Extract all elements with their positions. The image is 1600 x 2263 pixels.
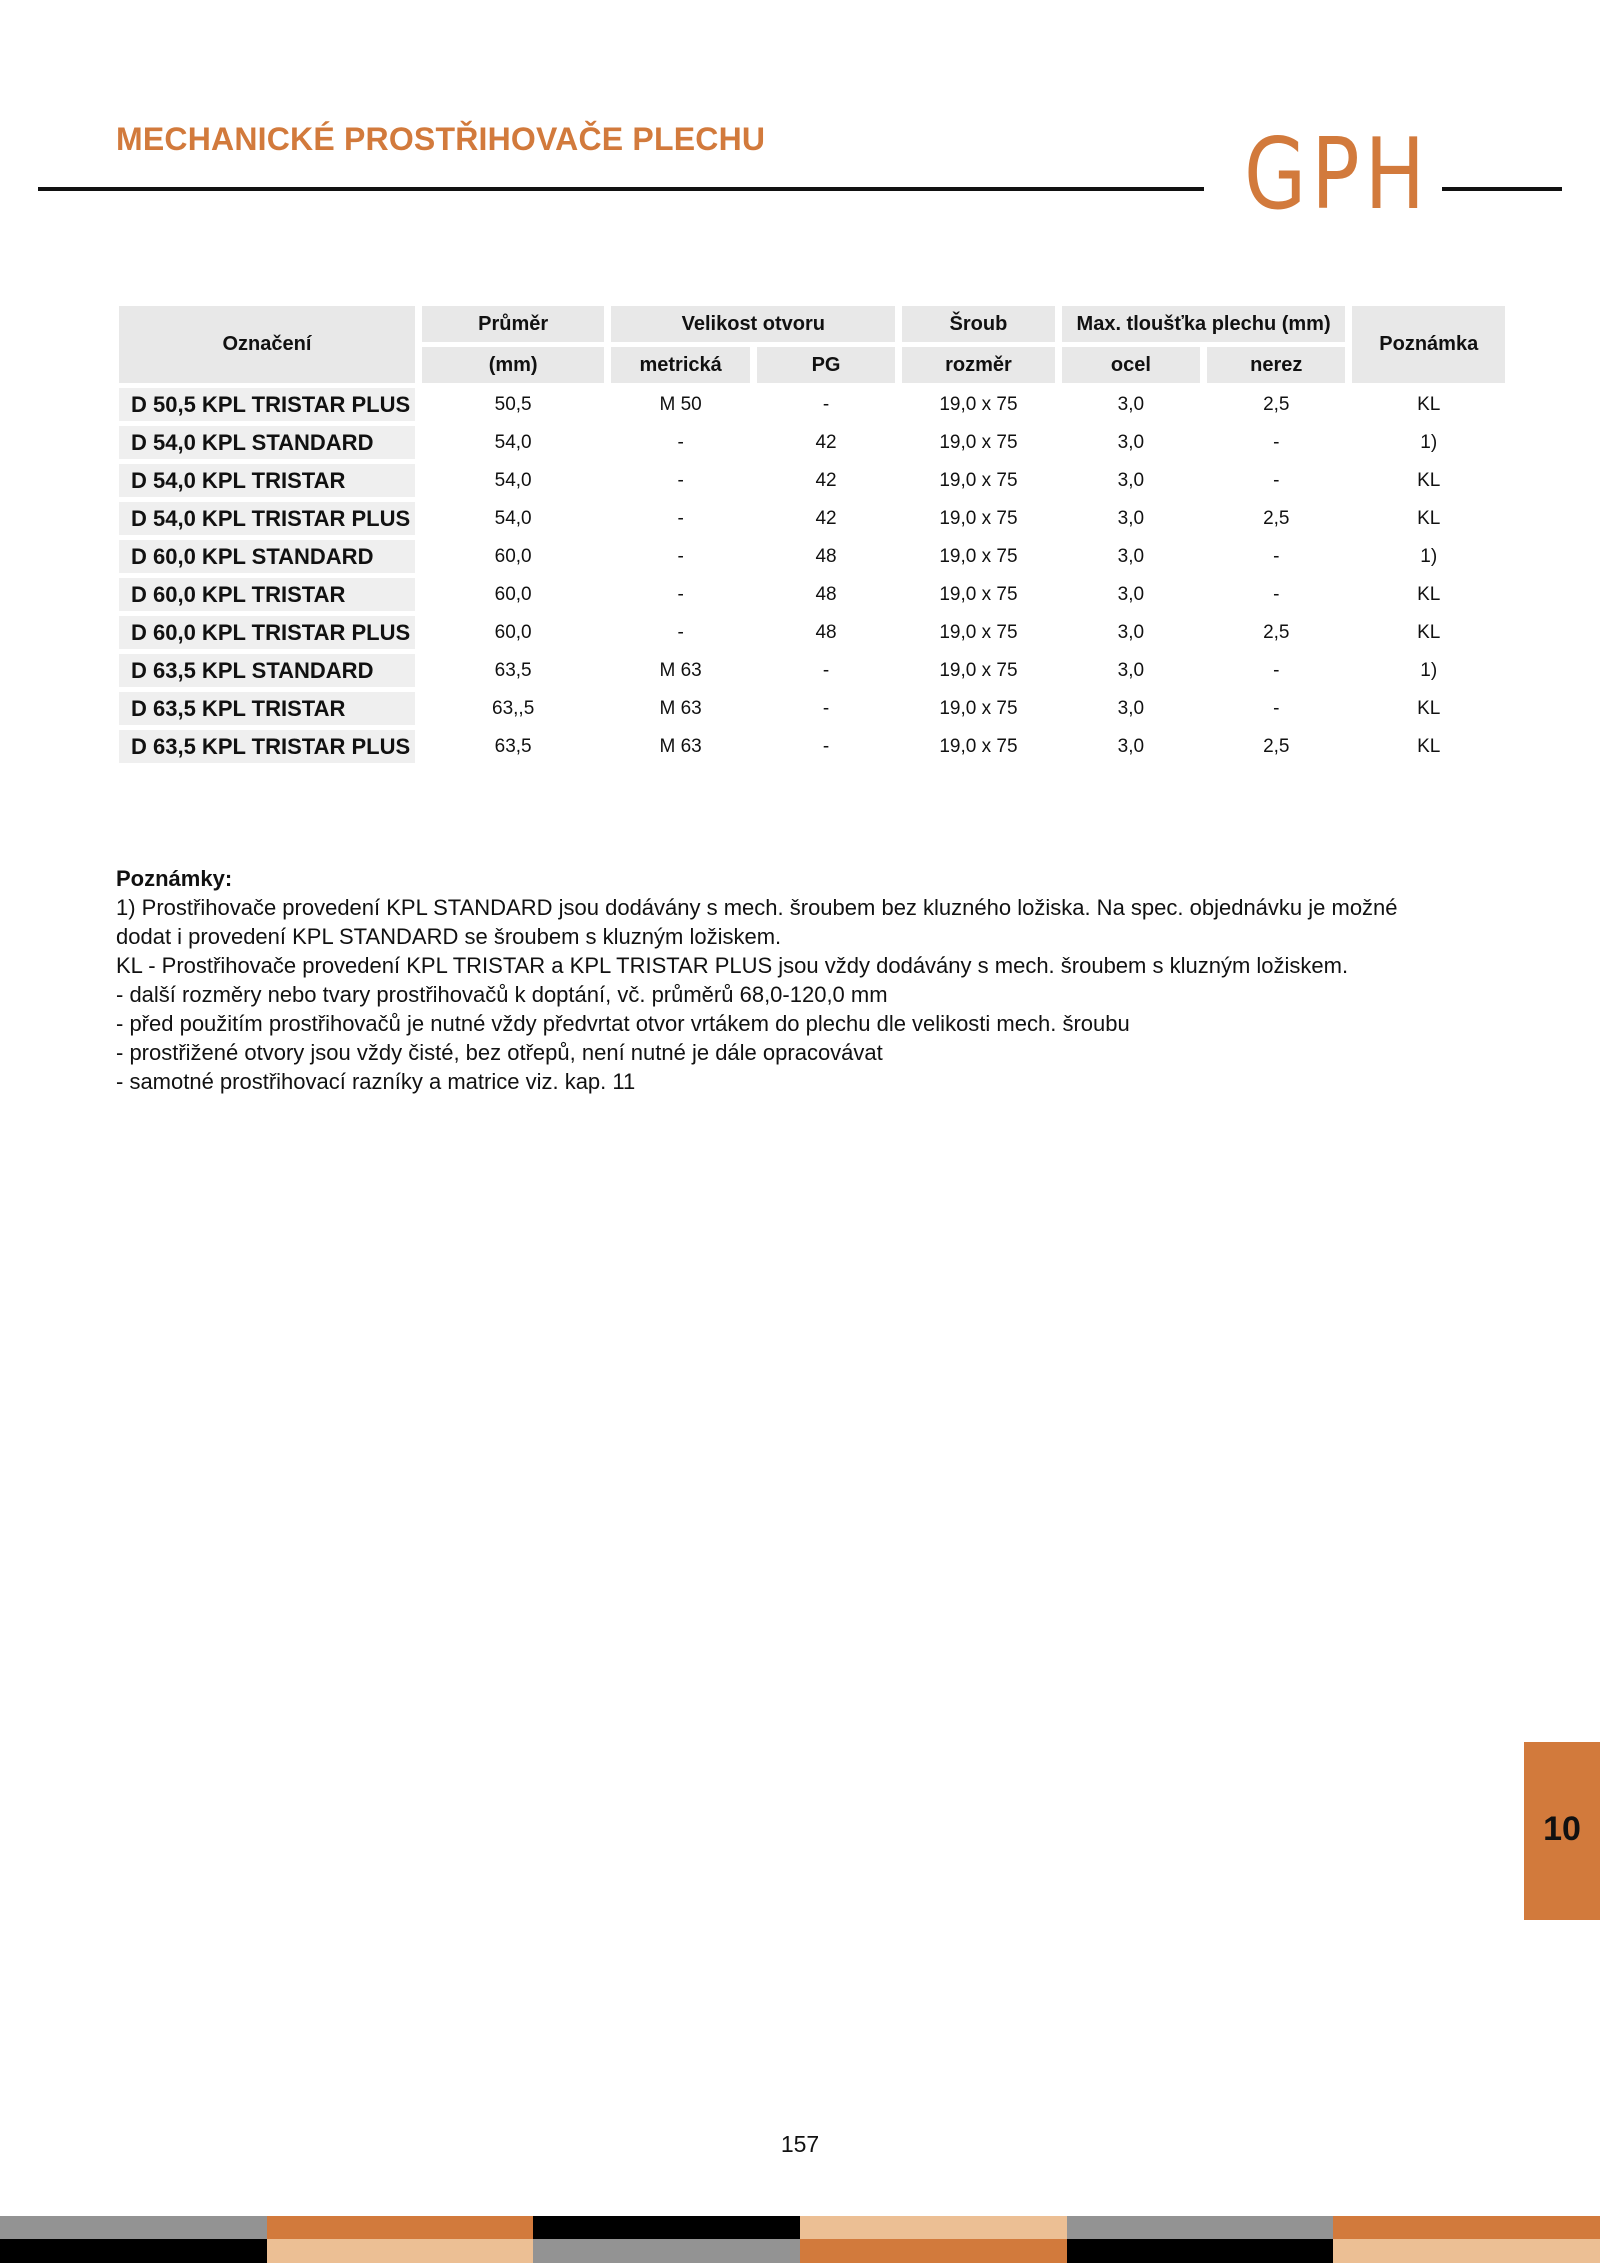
- note-line: - samotné prostřihovací razníky a matrice viz. kap. 11: [116, 1069, 636, 1094]
- footer-stripe-segment: [1067, 2216, 1334, 2240]
- table-cell: 50,5: [494, 393, 532, 415]
- table-cell: 19,0 x 75: [939, 507, 1018, 529]
- table-cell: 1): [1420, 431, 1438, 453]
- table-cell: 1): [1420, 545, 1438, 567]
- table-cell: 54,0: [494, 507, 532, 529]
- product-name-cell: D 60,0 KPL STANDARD: [119, 540, 415, 573]
- table-cell: 48: [815, 545, 837, 567]
- table-cell: M 63: [659, 697, 702, 719]
- header-max-tloustka: Max. tloušťka plechu (mm): [1062, 306, 1346, 342]
- footer-stripe-segment: [800, 2239, 1067, 2263]
- table-cell: 63,5: [494, 735, 532, 757]
- table-cell: -: [822, 697, 830, 719]
- table-cell: 3,0: [1117, 735, 1145, 757]
- table-cell: M 63: [659, 659, 702, 681]
- table-cell: 19,0 x 75: [939, 545, 1018, 567]
- header-poznamka: Poznámka: [1352, 306, 1505, 383]
- note-line: - před použitím prostřihovačů je nutné vždy předvrtat otvor vrtákem do plechu dle velikosti mech. šroubu: [116, 1011, 1130, 1036]
- table-cell: KL: [1417, 697, 1441, 719]
- table-cell: 54,0: [494, 431, 532, 453]
- table-cell: 1): [1420, 659, 1438, 681]
- table-row: [119, 692, 1505, 725]
- table-cell: 42: [815, 507, 837, 529]
- table-cell: 19,0 x 75: [939, 697, 1018, 719]
- product-name-cell: D 60,0 KPL TRISTAR: [119, 578, 415, 611]
- table-cell: 2,5: [1263, 393, 1290, 415]
- table-cell: -: [1273, 583, 1280, 605]
- product-name-cell: D 50,5 KPL TRISTAR PLUS: [119, 388, 415, 421]
- table-cell: -: [677, 431, 684, 453]
- table-cell: 63,,5: [492, 697, 535, 719]
- table-cell: 3,0: [1117, 393, 1145, 415]
- table-cell: 19,0 x 75: [939, 393, 1018, 415]
- table-row: [119, 578, 1505, 611]
- footer-stripe-segment: [0, 2216, 267, 2240]
- table-cell: -: [1273, 469, 1280, 491]
- table-cell: -: [677, 469, 684, 491]
- table-row: [119, 502, 1505, 535]
- note-line: 1) Prostřihovače provedení KPL STANDARD jsou dodávány s mech. šroubem bez kluzného ložiska. Na spec. objednávku je možné: [116, 895, 1398, 920]
- table-cell: 3,0: [1117, 545, 1145, 567]
- table-row: [119, 540, 1505, 573]
- product-name-cell: D 54,0 KPL TRISTAR: [119, 464, 415, 497]
- table-cell: KL: [1417, 621, 1441, 643]
- gph-logo: GPH: [1244, 118, 1430, 232]
- page-number: 157: [780, 2131, 820, 2157]
- table-cell: 3,0: [1117, 583, 1145, 605]
- footer-stripe-segment: [0, 2239, 267, 2263]
- table-cell: 19,0 x 75: [939, 469, 1018, 491]
- footer-stripe-segment: [267, 2216, 534, 2240]
- table-cell: -: [677, 507, 684, 529]
- product-name-cell: D 63,5 KPL TRISTAR: [119, 692, 415, 725]
- table-cell: KL: [1417, 393, 1441, 415]
- table-cell: M 63: [659, 735, 702, 757]
- chapter-number: 10: [1543, 1810, 1581, 1848]
- table-cell: -: [677, 545, 684, 567]
- table-row: [119, 616, 1505, 649]
- footer-stripe-segment: [267, 2239, 534, 2263]
- notes-heading: Poznámky:: [116, 866, 233, 891]
- header-ocel: ocel: [1062, 347, 1200, 383]
- footer-stripe-segment: [800, 2216, 1067, 2240]
- table-cell: 60,0: [494, 583, 532, 605]
- header-rule-right: [1442, 187, 1562, 191]
- header-rozmer: rozměr: [902, 347, 1054, 383]
- table-row: [119, 388, 1505, 421]
- table-row: [119, 654, 1505, 687]
- header-rule-left: [38, 187, 1204, 191]
- table-cell: 19,0 x 75: [939, 583, 1018, 605]
- product-name-cell: D 63,5 KPL TRISTAR PLUS: [119, 730, 415, 763]
- product-name-cell: D 63,5 KPL STANDARD: [119, 654, 415, 687]
- note-line: - další rozměry nebo tvary prostřihovačů k doptání, vč. průměrů 68,0-120,0 mm: [116, 982, 888, 1007]
- table-row: [119, 426, 1505, 459]
- header-prumer: Průměr: [422, 306, 605, 342]
- table-cell: -: [1273, 545, 1280, 567]
- header-oznaceni: Označení: [119, 306, 415, 383]
- table-cell: 19,0 x 75: [939, 621, 1018, 643]
- footer-stripe-segment: [533, 2239, 800, 2263]
- header-velikost-otvoru: Velikost otvoru: [611, 306, 895, 342]
- table-cell: -: [677, 583, 684, 605]
- table-cell: KL: [1417, 469, 1441, 491]
- footer-stripe-segment: [533, 2216, 800, 2240]
- table-cell: 63,5: [494, 659, 532, 681]
- footer-stripe-segment: [1333, 2216, 1600, 2240]
- table-cell: 48: [815, 583, 837, 605]
- table-cell: -: [822, 393, 830, 415]
- chapter-tab: [1524, 1742, 1600, 1920]
- header-pg: PG: [757, 347, 895, 383]
- table-body: [119, 388, 1505, 763]
- table-cell: -: [822, 659, 830, 681]
- table-cell: KL: [1417, 583, 1441, 605]
- note-line: - prostřižené otvory jsou vždy čisté, bez otřepů, není nutné je dále opracovávat: [116, 1040, 883, 1065]
- table-cell: KL: [1417, 735, 1441, 757]
- table-cell: 2,5: [1263, 735, 1290, 757]
- table-cell: 3,0: [1117, 431, 1145, 453]
- note-line: KL - Prostřihovače provedení KPL TRISTAR a KPL TRISTAR PLUS jsou vždy dodávány s mech. šroubem s kluzným ložiskem.: [116, 953, 1349, 978]
- table-cell: KL: [1417, 507, 1441, 529]
- note-line: dodat i provedení KPL STANDARD se šroubem s kluzným ložiskem.: [116, 924, 782, 949]
- table-cell: -: [1273, 431, 1280, 453]
- table-cell: 42: [815, 469, 837, 491]
- table-cell: 19,0 x 75: [939, 431, 1018, 453]
- table-cell: 19,0 x 75: [939, 659, 1018, 681]
- table-cell: 3,0: [1117, 697, 1145, 719]
- table-row: [119, 464, 1505, 497]
- table-cell: -: [1273, 697, 1280, 719]
- header-metricka: metrická: [611, 347, 749, 383]
- table-cell: M 50: [659, 393, 702, 415]
- notes-section: [116, 864, 1436, 1096]
- table-cell: 60,0: [494, 545, 532, 567]
- table-cell: 19,0 x 75: [939, 735, 1018, 757]
- table-cell: 54,0: [494, 469, 532, 491]
- table-cell: 2,5: [1263, 621, 1290, 643]
- table-cell: -: [1273, 659, 1280, 681]
- table-cell: 3,0: [1117, 507, 1145, 529]
- footer-stripe-segment: [1067, 2239, 1334, 2263]
- header-prumer-unit: (mm): [422, 347, 605, 383]
- footer-stripe-segment: [1333, 2239, 1600, 2263]
- product-name-cell: D 54,0 KPL TRISTAR PLUS: [119, 502, 415, 535]
- table-cell: 3,0: [1117, 621, 1145, 643]
- header-nerez: nerez: [1207, 347, 1345, 383]
- product-name-cell: D 54,0 KPL STANDARD: [119, 426, 415, 459]
- table-cell: 42: [815, 431, 837, 453]
- table-cell: 60,0: [494, 621, 532, 643]
- table-cell: 48: [815, 621, 837, 643]
- header-sroub: Šroub: [902, 306, 1054, 342]
- table-cell: 3,0: [1117, 659, 1145, 681]
- table-row: [119, 730, 1505, 763]
- table-cell: 3,0: [1117, 469, 1145, 491]
- product-name-cell: D 60,0 KPL TRISTAR PLUS: [119, 616, 415, 649]
- page-title: MECHANICKÉ PROSTŘIHOVAČE PLECHU: [116, 121, 766, 157]
- table-cell: -: [677, 621, 684, 643]
- table-cell: -: [822, 735, 830, 757]
- product-table: [112, 301, 1512, 768]
- table-cell: 2,5: [1263, 507, 1290, 529]
